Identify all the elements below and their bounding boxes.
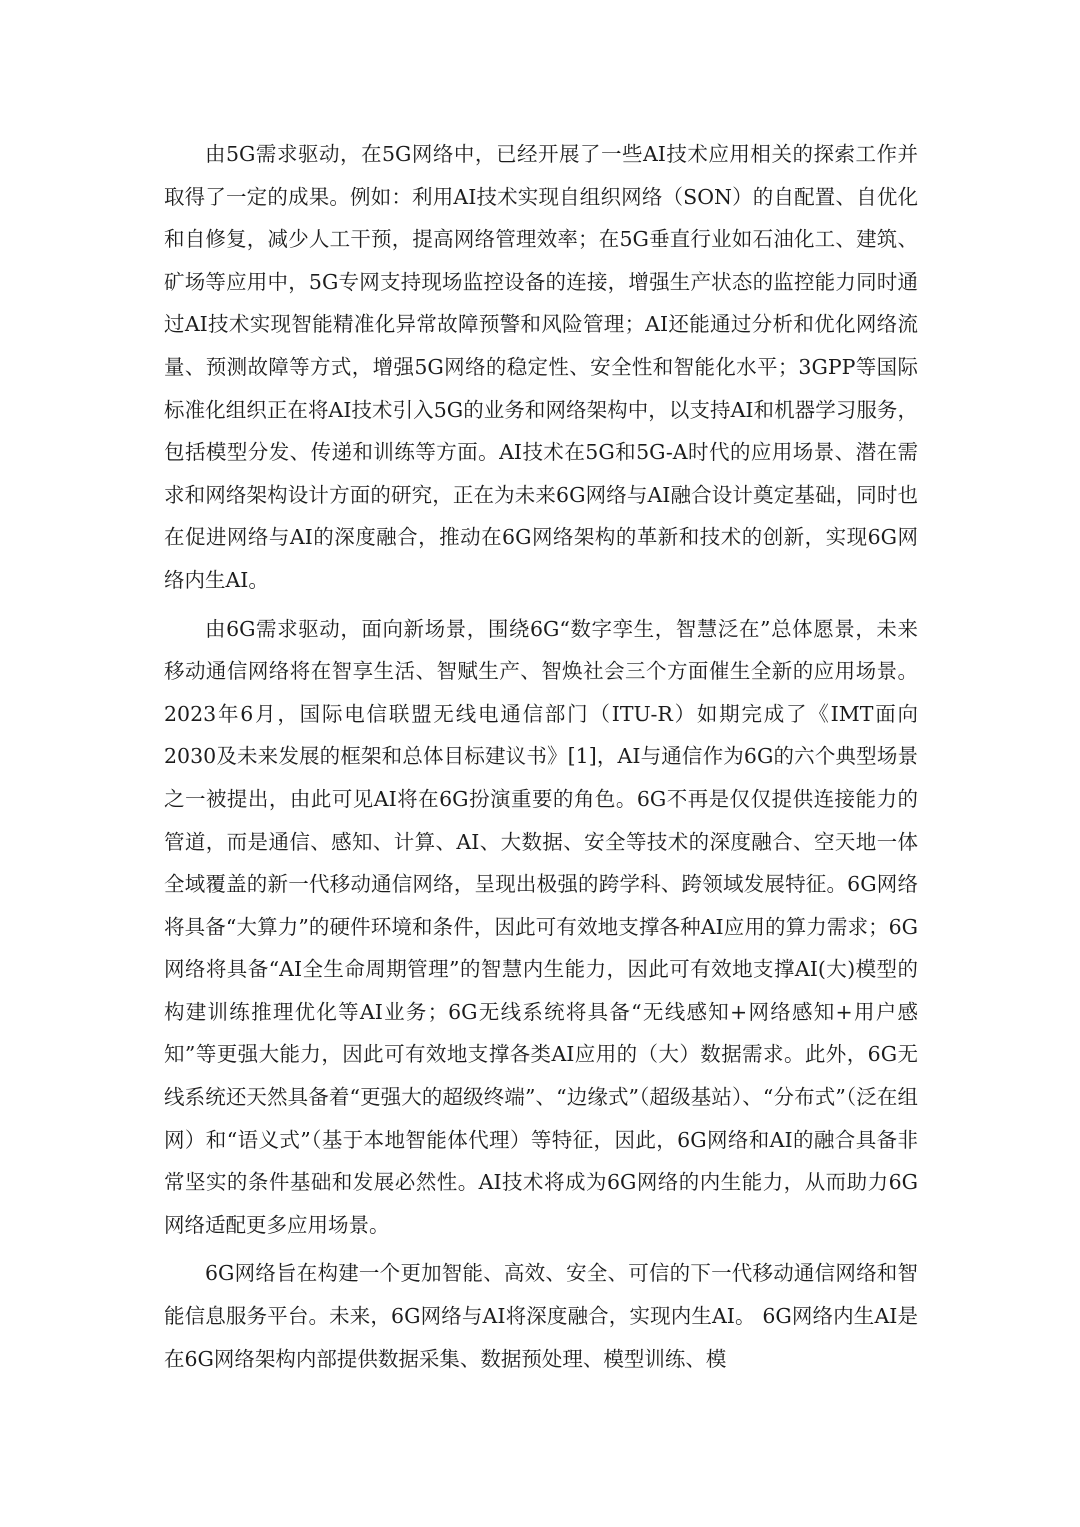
document-body [164, 133, 918, 1380]
paragraph-6g-native-ai: 6G网络旨在构建一个更加智能、高效、安全、可信的下一代移动通信网络和智能信息服务平台。未来，6G网络与AI将深度融合，实现内生AI。 6G网络内生AI是在6G网络架构内部提供数据采集、数据预处理、模型训练、模 [164, 1261, 918, 1371]
paragraph-6g-demand-scenarios: 由6G需求驱动，面向新场景，围绕6G“数字孪生，智慧泛在”总体愿景，未来移动通信网络将在智享生活、智赋生产、智焕社会三个方面催生全新的应用场景。2023年6月，国际电信联盟无线电通信部门（ITU-R）如期完成了《IMT面向2030及未来发展的框架和总体目标建议书》[1]，AI与通信作为6G的六个典型场景之一被提出，由此可见AI将在6G扮演重要的角色。6G不再是仅仅提供连接能力的管道，而是通信、感知、计算、AI、大数据、安全等技术的深度融合、空天地一体全域覆盖的新一代移动通信网络，呈现出极强的跨学科、跨领域发展特征。6G网络将具备“大算力”的硬件环境和条件，因此可有效地支撑各种AI应用的算力需求；6G网络将具备“AI全生命周期管理”的智慧内生能力，因此可有效地支撑AI(大)模型的构建训练推理优化等AI业务；6G无线系统将具备“无线感知+网络感知+用户感知”等更强大能力，因此可有效地支撑各类AI应用的（大）数据需求。此外，6G无线系统还天然具备着“更强大的超级终端”、“边缘式”（超级基站）、“分布式”（泛在组网）和“语义式”（基于本地智能体代理）等特征，因此，6G网络和AI的融合具备非常坚实的条件基础和发展必然性。AI技术将成为6G网络的内生能力，从而助力6G网络适配更多应用场景。 [164, 616, 918, 1237]
paragraph-5g-ai-exploration: 由5G需求驱动，在5G网络中，已经开展了一些AI技术应用相关的探索工作并取得了一定的成果。例如：利用AI技术实现自组织网络（SON）的自配置、自优化和自修复，减少人工干预，提高网络管理效率；在5G垂直行业如石油化工、建筑、矿场等应用中，5G专网支持现场监控设备的连接，增强生产状态的监控能力同时通过AI技术实现智能精准化异常故障预警和风险管理；AI还能通过分析和优化网络流量、预测故障等方式，增强5G网络的稳定性、安全性和智能化水平；3GPP等国际标准化组织正在将AI技术引入5G的业务和网络架构中，以支持AI和机器学习服务，包括模型分发、传递和训练等方面。AI技术在5G和5G-A时代的应用场景、潜在需求和网络架构设计方面的研究，正在为未来6G网络与AI融合设计奠定基础，同时也在促进网络与AI的深度融合，推动在6G网络架构的革新和技术的创新，实现6G网络内生AI。 [164, 142, 918, 592]
